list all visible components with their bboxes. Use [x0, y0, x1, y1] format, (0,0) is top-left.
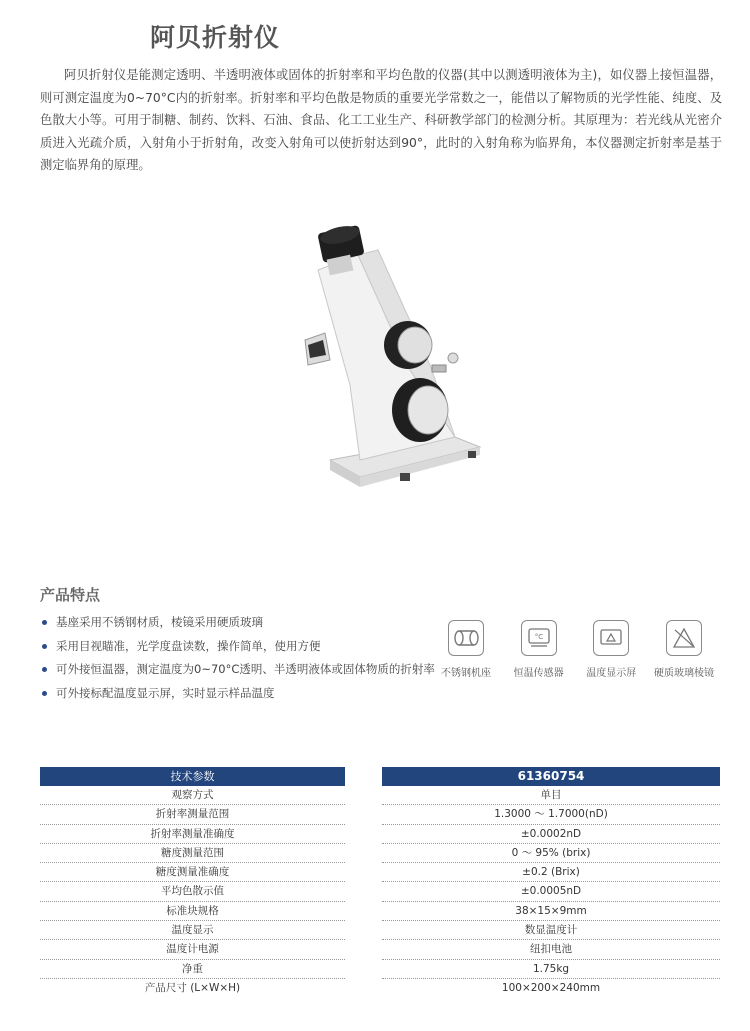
spec-header-right: 61360754 — [382, 767, 720, 786]
feature-icon-item — [575, 620, 647, 679]
features-list — [42, 611, 435, 705]
spec-value: 1.3000 ～ 1.7000(nD) — [382, 805, 720, 824]
spec-value: 纽扣电池 — [382, 940, 720, 959]
spec-param: 标准块规格 — [40, 902, 345, 921]
spec-param: 净重 — [40, 960, 345, 979]
spec-param: 产品尺寸 (L×W×H) — [144, 981, 241, 994]
icon-label: 硬质玻璃棱镜 — [653, 668, 714, 679]
spec-value: 1.75kg — [382, 960, 720, 979]
spec-param: 观察方式 — [40, 786, 345, 805]
spec-value: 数显温度计 — [382, 921, 720, 940]
feature-item — [42, 682, 435, 706]
hard-glass-prism-icon — [666, 620, 702, 656]
feature-icon-item — [648, 620, 720, 679]
feature-icon-item — [503, 620, 575, 679]
spec-param: 平均色散示值 — [40, 882, 345, 901]
feature-icon-item — [430, 620, 502, 679]
spec-param: 折射率测量准确度 — [40, 825, 345, 844]
spec-param-column — [40, 767, 345, 998]
bullet-icon — [42, 620, 47, 625]
spec-value: 38×15×9mm — [382, 902, 720, 921]
spec-value-column — [382, 767, 720, 998]
page-title: 阿贝折射仪 — [150, 23, 281, 52]
spec-value: ±0.0005nD — [382, 882, 720, 901]
thermostat-sensor-icon — [521, 620, 557, 656]
icon-label: 温度显示屏 — [586, 668, 637, 679]
feature-text: 可外接恒温器，测定温度为0~70°C透明、半透明液体或固体物质的折射率 — [56, 662, 435, 676]
spec-param: 糖度测量范围 — [40, 844, 345, 863]
stainless-steel-base-icon — [448, 620, 484, 656]
feature-text: 采用目视瞄准，光学度盘读数，操作简单，使用方便 — [56, 638, 321, 653]
bullet-icon — [42, 644, 47, 649]
bullet-icon — [42, 667, 47, 672]
icon-label: 恒温传感器 — [513, 668, 564, 679]
refractometer-photo — [290, 215, 490, 490]
svg-text:°C: °C — [534, 633, 543, 641]
spec-value: ±0.2 (Brix) — [382, 863, 720, 882]
feature-item — [42, 635, 435, 659]
intro-paragraph: 阿贝折射仪是能测定透明、半透明液体或固体的折射率和平均色散的仪器(其中以测透明液体为主)，如仪器上接恒温器，则可测定温度为0~70°C内的折射率。折射率和平均色散是物质的重要光学常数之一，能借以了解物质的光学性能、纯度、及色散大小等。可用于制糖、制药、饮料、石油、食品、化工工业生产、科研教学部门的检测分析。其原理为：若光线从光密介质进入光疏介质，入射角小于折射角，改变入射角可以使折射达到90°，此时的入射角称为临界角，本仪器测定折射率是基于测定临界角的原理。 — [40, 68, 722, 172]
spec-value: 100×200×240mm — [501, 981, 601, 994]
spec-param: 温度计电源 — [40, 940, 345, 959]
feature-icons — [430, 620, 720, 679]
feature-item — [42, 658, 435, 682]
spec-param: 糖度测量准确度 — [40, 863, 345, 882]
spec-value: 0 ～ 95% (brix) — [382, 844, 720, 863]
spec-param: 折射率测量范围 — [40, 805, 345, 824]
temperature-display-icon — [593, 620, 629, 656]
spec-param: 温度显示 — [40, 921, 345, 940]
feature-item — [42, 611, 435, 635]
spec-value: 单目 — [382, 786, 720, 805]
spec-header-left: 技术参数 — [40, 767, 345, 786]
feature-text: 基座采用不锈钢材质，棱镜采用硬质玻璃 — [56, 615, 263, 629]
features-title: 产品特点 — [40, 586, 101, 604]
feature-text: 可外接标配温度显示屏，实时显示样品温度 — [56, 685, 275, 700]
icon-label: 不锈钢机座 — [441, 668, 491, 679]
bullet-icon — [42, 691, 47, 696]
spec-value: ±0.0002nD — [382, 825, 720, 844]
